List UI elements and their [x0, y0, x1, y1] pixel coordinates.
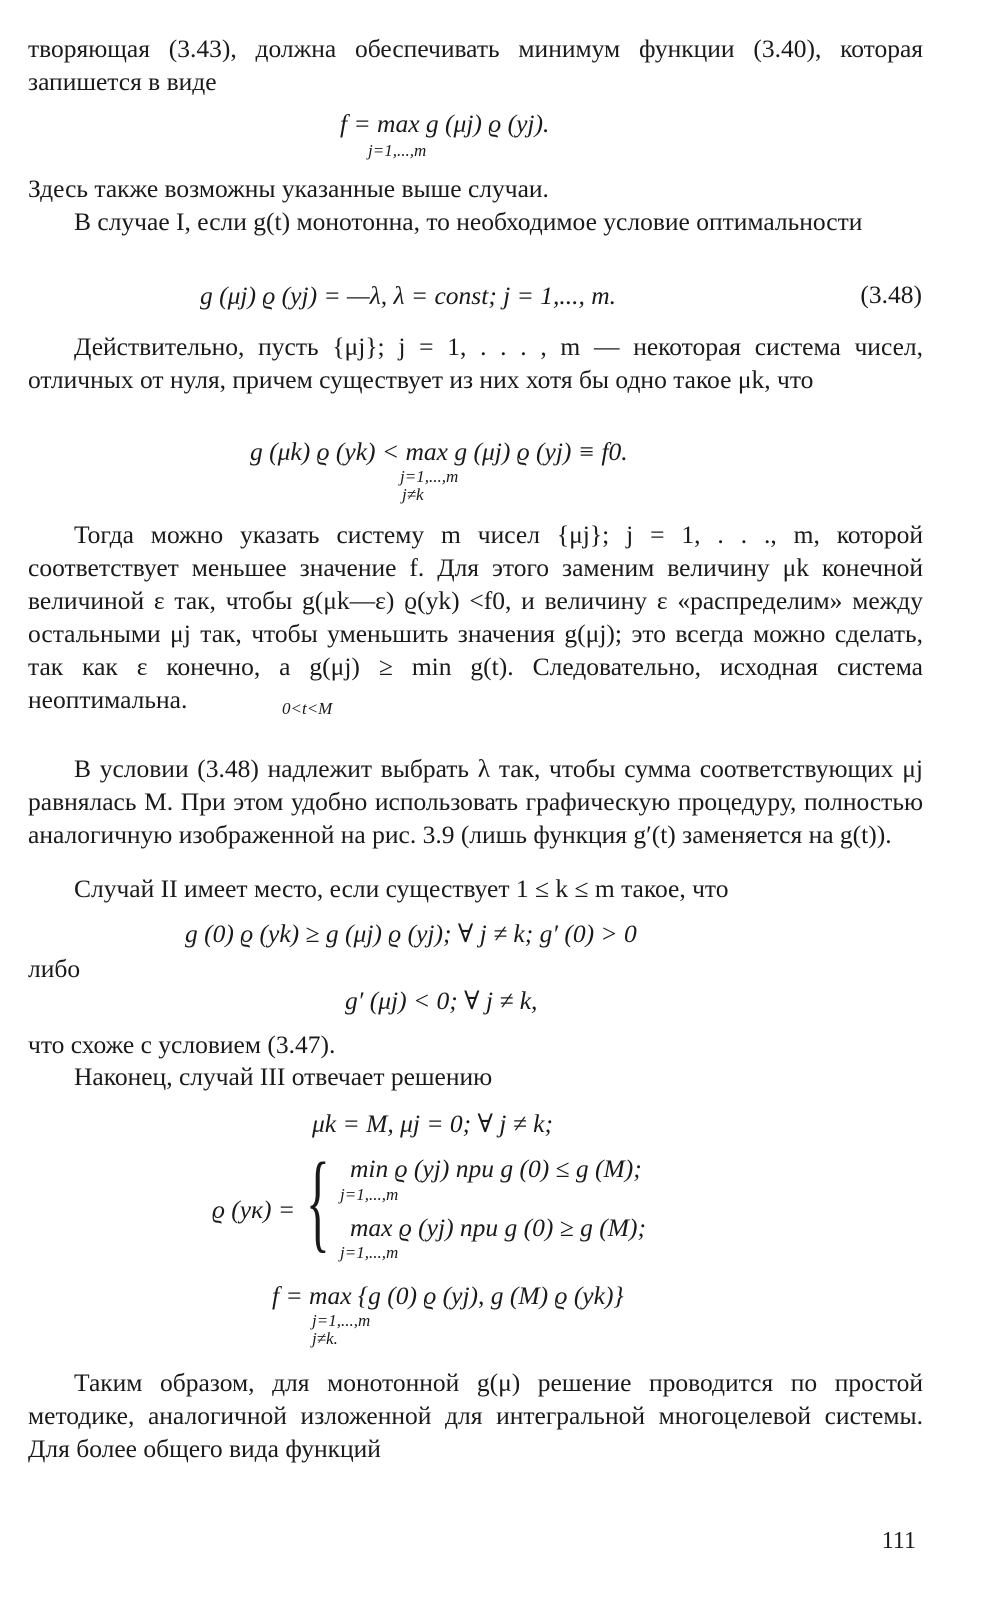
equation-number: (3.48): [860, 280, 922, 309]
equation-subscript: j=1,...,m: [368, 141, 427, 160]
equation-lhs: ϱ (yк) =: [212, 1195, 296, 1224]
paragraph: Действительно, пусть {μj}; j = 1, . . . , m — некоторая система чисел, отличных от нуля, причем существует из них хотя бы одно такое μk, что: [28, 332, 923, 394]
paragraph: В случае I, если g(t) монотонна, то необходимое условие оптимальности: [74, 207, 863, 236]
equation-case-max: max ϱ (yj) при g (0) ≥ g (M);: [350, 1213, 647, 1242]
paragraph: творяющая (3.43), должна обеспечивать минимум функции (3.40), которая запишется в виде: [28, 34, 923, 96]
paragraph: Здесь также возможны указанные выше случаи.: [28, 174, 549, 203]
equation-subscript: 0<t<M: [282, 699, 333, 718]
equation-subscript: j=1,...,m: [340, 1243, 399, 1262]
paragraph: Наконец, случай III отвечает решению: [74, 1062, 493, 1091]
paragraph: что схоже с условием (3.47).: [28, 1030, 336, 1059]
equation-case-3: μk = M, μj = 0; ∀ j ≠ k;: [312, 1109, 553, 1138]
equation-f-max: f = max g (μj) ϱ (yj).: [340, 109, 550, 138]
equation-subscript: j=1,...,m: [400, 467, 459, 486]
equation-subscript: j=1,...,m: [312, 1311, 371, 1330]
left-brace: {: [306, 1140, 330, 1262]
equation-case-2-alt: g′ (μj) < 0; ∀ j ≠ k,: [345, 986, 538, 1015]
paragraph: либо: [28, 954, 81, 983]
equation-case-2: g (0) ϱ (yk) ≥ g (μj) ϱ (yj); ∀ j ≠ k; g′ (0) > 0: [185, 919, 637, 948]
paragraph: Тогда можно указать систему m чисел {μj}; j = 1, . . ., m, которой соответствует меньшее значение f. Для этого заменим величину μk конечной величиной ε так, чтобы g(μk—ε) ϱ(yk) <f0, и величину ε «распределим» между остальными μj так, чтобы уменьшить значения g(μj); это всегда можно сделать, так как ε конечно, а g(μj) ≥ min g(t). Следовательно, исходная система неоптимальна.: [28, 520, 924, 714]
equation-subscript: j≠k.: [312, 1329, 338, 1348]
equation-inequality: g (μk) ϱ (yk) < max g (μj) ϱ (yj) ≡ f0.: [250, 437, 628, 466]
equation-subscript: j≠k: [402, 485, 424, 504]
page-number: 111: [881, 1528, 916, 1554]
paragraph: В условии (3.48) надлежит выбрать λ так, чтобы сумма соответствующих μj равнялась M. При этом удобно использовать графическую процедуру, полностью аналогичную изображенной на рис. 3.9 (лишь функция g′(t) заменяется на g(t)).: [28, 754, 923, 849]
equation-case-min: min ϱ (yj) при g (0) ≤ g (M);: [350, 1154, 642, 1183]
equation-f-result: f = max {g (0) ϱ (yj), g (M) ϱ (yk)}: [272, 1281, 624, 1310]
paragraph: Случай II имеет место, если существует 1 ≤ k ≤ m такое, что: [74, 874, 729, 903]
equation-subscript: j=1,...,m: [340, 1185, 399, 1204]
equation-3-48: g (μj) ϱ (yj) = —λ, λ = const; j = 1,..., m.: [200, 281, 617, 310]
paragraph: Таким образом, для монотонной g(μ) решение проводится по простой методике, аналогичной изложенной для интегральной многоцелевой системы. Для более общего вида функций: [28, 1368, 923, 1463]
